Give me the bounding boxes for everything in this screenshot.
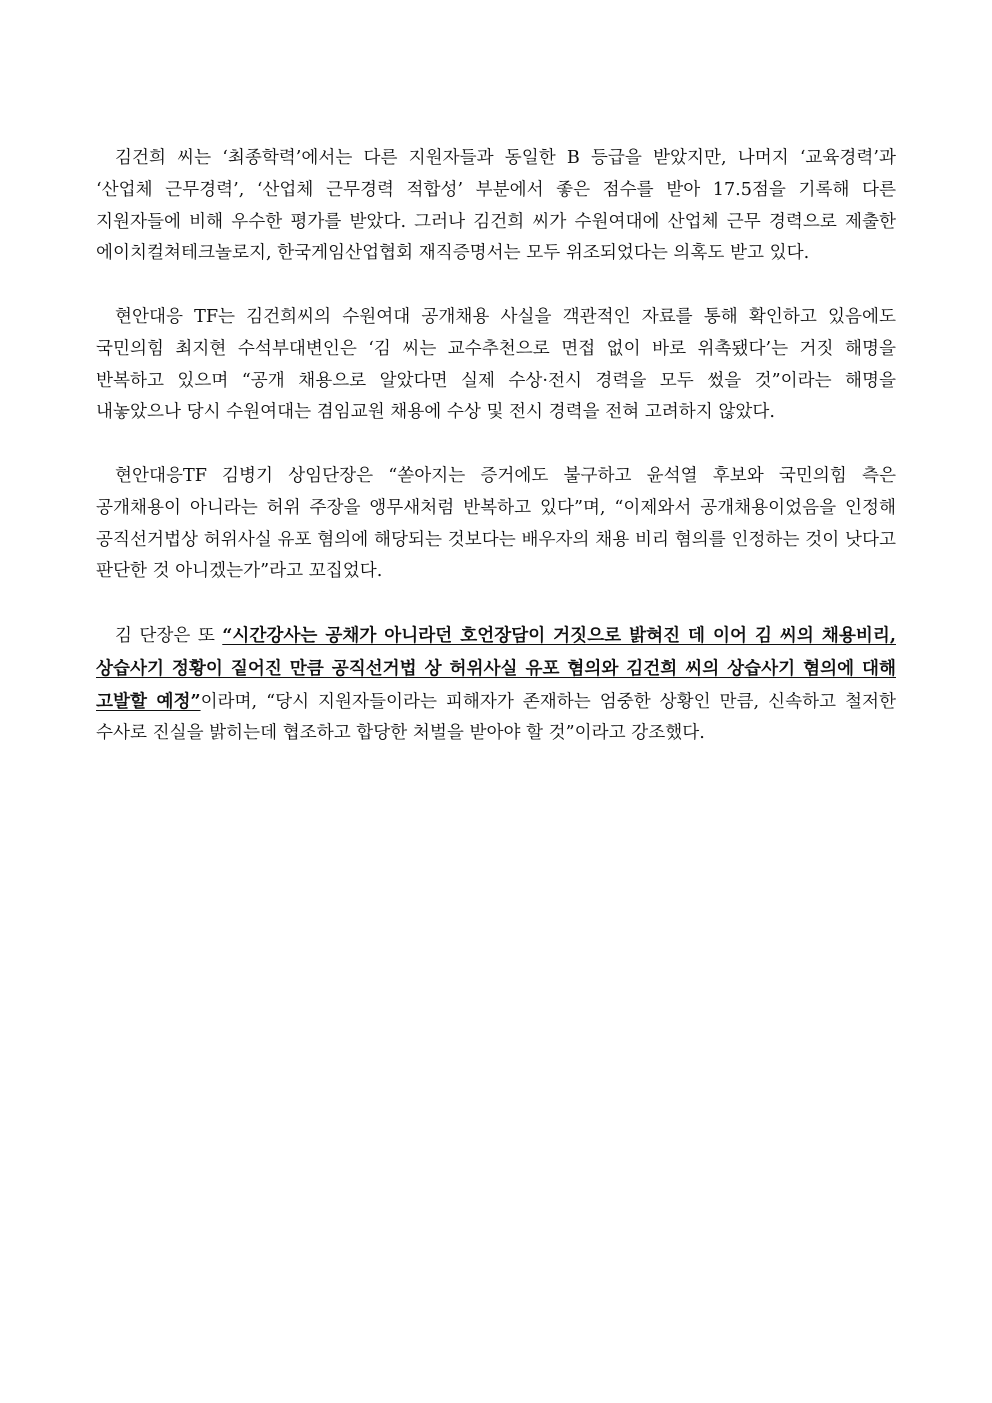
paragraph-4-emphasized-quote: “시간강사는 공채가 아니라던 호언장담이 거짓으로 밝혀진 데 이어 김 씨의 채용비리, 상습사기 정황이 짙어진 만큼 공직선거법 상 허위사실 유포 혐의와 김건희 씨의 상습사기 혐의에 대해 고발할 예정” xyxy=(96,624,896,712)
paragraph-1: 김건희 씨는 ‘최종학력’에서는 다른 지원자들과 동일한 B 등급을 받았지만, 나머지 ‘교육경력’과 ‘산업체 근무경력’, ‘산업체 근무경력 적합성’ 부분에서 좋은 점수를 받아 17.5점을 기록해 다른 지원자들에 비해 우수한 평가를 받았다. 그러나 김건희 씨가 수원여대에 산업체 근무 경력으로 제출한 에이치컬쳐테크놀로지, 한국게임산업협회 재직증명서는 모두 위조되었다는 의혹도 받고 있다. xyxy=(96,148,896,264)
paragraph-2: 현안대응 TF는 김건희씨의 수원여대 공개채용 사실을 객관적인 자료를 통해 확인하고 있음에도 국민의힘 최지현 수석부대변인은 ‘김 씨는 교수추천으로 면접 없이 바로 위촉됐다’는 거짓 해명을 반복하고 있으며 “공개 채용으로 알았다면 실제 수상·전시 경력을 모두 썼을 것”이라는 해명을 내놓았으나 당시 수원여대는 겸임교원 채용에 수상 및 전시 경력을 전혀 고려하지 않았다. xyxy=(96,306,896,423)
document-body xyxy=(96,143,896,782)
paragraph-4 xyxy=(96,620,896,750)
paragraph-4-tail: 이라며, “당시 지원자들이라는 피해자가 존재하는 엄중한 상황인 만큼, 신속하고 철저한 수사로 진실을 밝히는데 협조하고 합당한 처벌을 받아야 할 것”이라고 강조했다. xyxy=(96,691,896,744)
paragraph-4-lead: 김 단장은 또 xyxy=(115,625,223,646)
paragraph-3: 현안대응TF 김병기 상임단장은 “쏟아지는 증거에도 불구하고 윤석열 후보와 국민의힘 측은 공개채용이 아니라는 허위 주장을 앵무새처럼 반복하고 있다”며, “이제와서 공개채용이었음을 인정해 공직선거법상 허위사실 유포 혐의에 해당되는 것보다는 배우자의 채용 비리 혐의를 인정하는 것이 낫다고 판단한 것 아니겠는가”라고 꼬집었다. xyxy=(96,465,896,582)
